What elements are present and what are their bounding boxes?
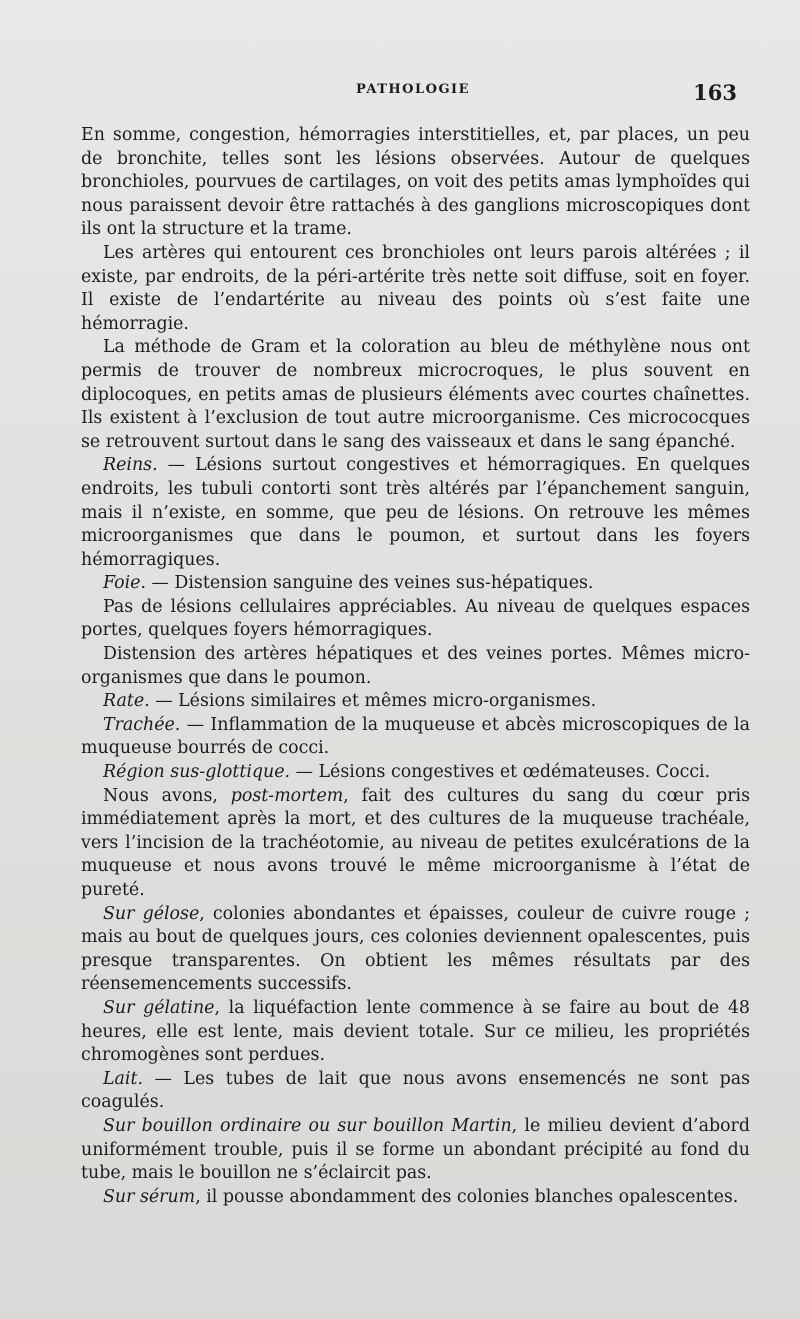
paragraph: Région sus-glottique. — Lésions congestives et œdémateuses. Cocci. <box>103 762 711 783</box>
paragraph: Lait. — Les tubes de lait que nous avons ensemencés ne sont pas coagulés. <box>81 1068 750 1113</box>
paragraph: Sur bouillon ordinaire ou sur bouillon Martin, le milieu devient d’abord uniformément trouble, puis il se forme un abondant précipité au fond du tube, mais le bouillon ne s’éclaircit pas. <box>81 1115 750 1184</box>
paragraph: Trachée. — Inflammation de la muqueuse et abcès microscopiques de la muqueuse bourrés de cocci. <box>81 714 750 759</box>
paragraph: La méthode de Gram et la coloration au bleu de méthylène nous ont permis de trouver de nombreux microcroques, le plus souvent en diplocoques, en petits amas de plusieurs éléments avec courtes chaînettes. Ils existent à l’exclusion de tout autre microorganisme. Ces micrococques se retrouvent surtout dans le sang des vaisseaux et dans le sang épanché. <box>81 337 750 452</box>
paragraph: Distension des artères hépatiques et des veines portes. Mêmes micro-organismes que dans le poumon. <box>81 644 750 688</box>
italic-term: post-mortem <box>230 785 344 806</box>
paragraph: Foie. — Distension sanguine des veines sus-hépatiques. <box>103 573 594 594</box>
section-lead: Sur sérum <box>103 1186 196 1207</box>
page-number: 163 <box>693 80 737 105</box>
section-lead: Sur gélose <box>103 903 200 924</box>
paragraph: Sur gélatine, la liquéfaction lente commence à se faire au bout de 48 heures, elle est lente, mais devient totale. Sur ce milieu, les propriétés chromogènes sont perdues. <box>81 997 750 1066</box>
section-lead: Foie. <box>103 573 146 594</box>
running-title: PATHOLOGIE <box>356 82 471 97</box>
section-lead: Trachée. <box>103 714 181 735</box>
section-lead: Rate. <box>103 691 150 712</box>
paragraph: Sur gélose, colonies abondantes et épaisses, couleur de cuivre rouge ; mais au bout de quelques jours, ces colonies deviennent opalescentes, puis presque transparentes. On obtient les mêmes résultats par des réensemencements successifs. <box>81 903 750 995</box>
paragraph: Reins. — Lésions surtout congestives et hémorragiques. En quelques endroits, les tubuli contorti sont très altérés par l’épanchement sanguin, mais il n’existe, en somme, que peu de lésions. On retrouve les mêmes microorganismes que dans le poumon, et surtout dans les foyers hémorragiques. <box>81 455 750 570</box>
paragraph: Nous avons, post-mortem, fait des cultures du sang du cœur pris immédiatement après la mort, et des cultures de la muqueuse trachéale, vers l’incision de la trachéotomie, au niveau de petites exulcérations de la muqueuse et nous avons trouvé le même microorganisme à l’état de pureté. <box>81 785 750 900</box>
section-lead: Région sus-glottique. <box>103 762 291 783</box>
paragraph: Pas de lésions cellulaires appréciables. Au niveau de quelques espaces portes, quelques foyers hémorragiques. <box>81 596 750 641</box>
body-text <box>81 124 750 1209</box>
section-lead: Lait. <box>103 1068 143 1089</box>
paragraph: En somme, congestion, hémorragies interstitielles, et, par places, un peu de bronchite, telles sont les lésions observées. Autour de quelques bronchioles, pourvues de cartilages, on voit des petits amas lymphoïdes qui nous paraissent devoir être rattachés à des ganglions microscopiques dont ils ont la structure et la trame. <box>81 125 750 240</box>
section-lead: Reins. <box>103 455 158 476</box>
paragraph: Les artères qui entourent ces bronchioles ont leurs parois altérées ; il existe, par endroits, de la péri-artérite très nette soit diffuse, soit en foyer. Il existe de l’endartérite au niveau des points où s’est faite une hémorragie. <box>81 242 750 334</box>
paragraph: Sur sérum, il pousse abondamment des colonies blanches opalescentes. <box>103 1186 739 1207</box>
running-head <box>0 80 800 106</box>
section-lead: Sur bouillon ordinaire ou sur bouillon Martin <box>103 1115 512 1136</box>
section-lead: Sur gélatine <box>103 997 215 1018</box>
paragraph: Rate. — Lésions similaires et mêmes micro-organismes. <box>103 691 597 712</box>
